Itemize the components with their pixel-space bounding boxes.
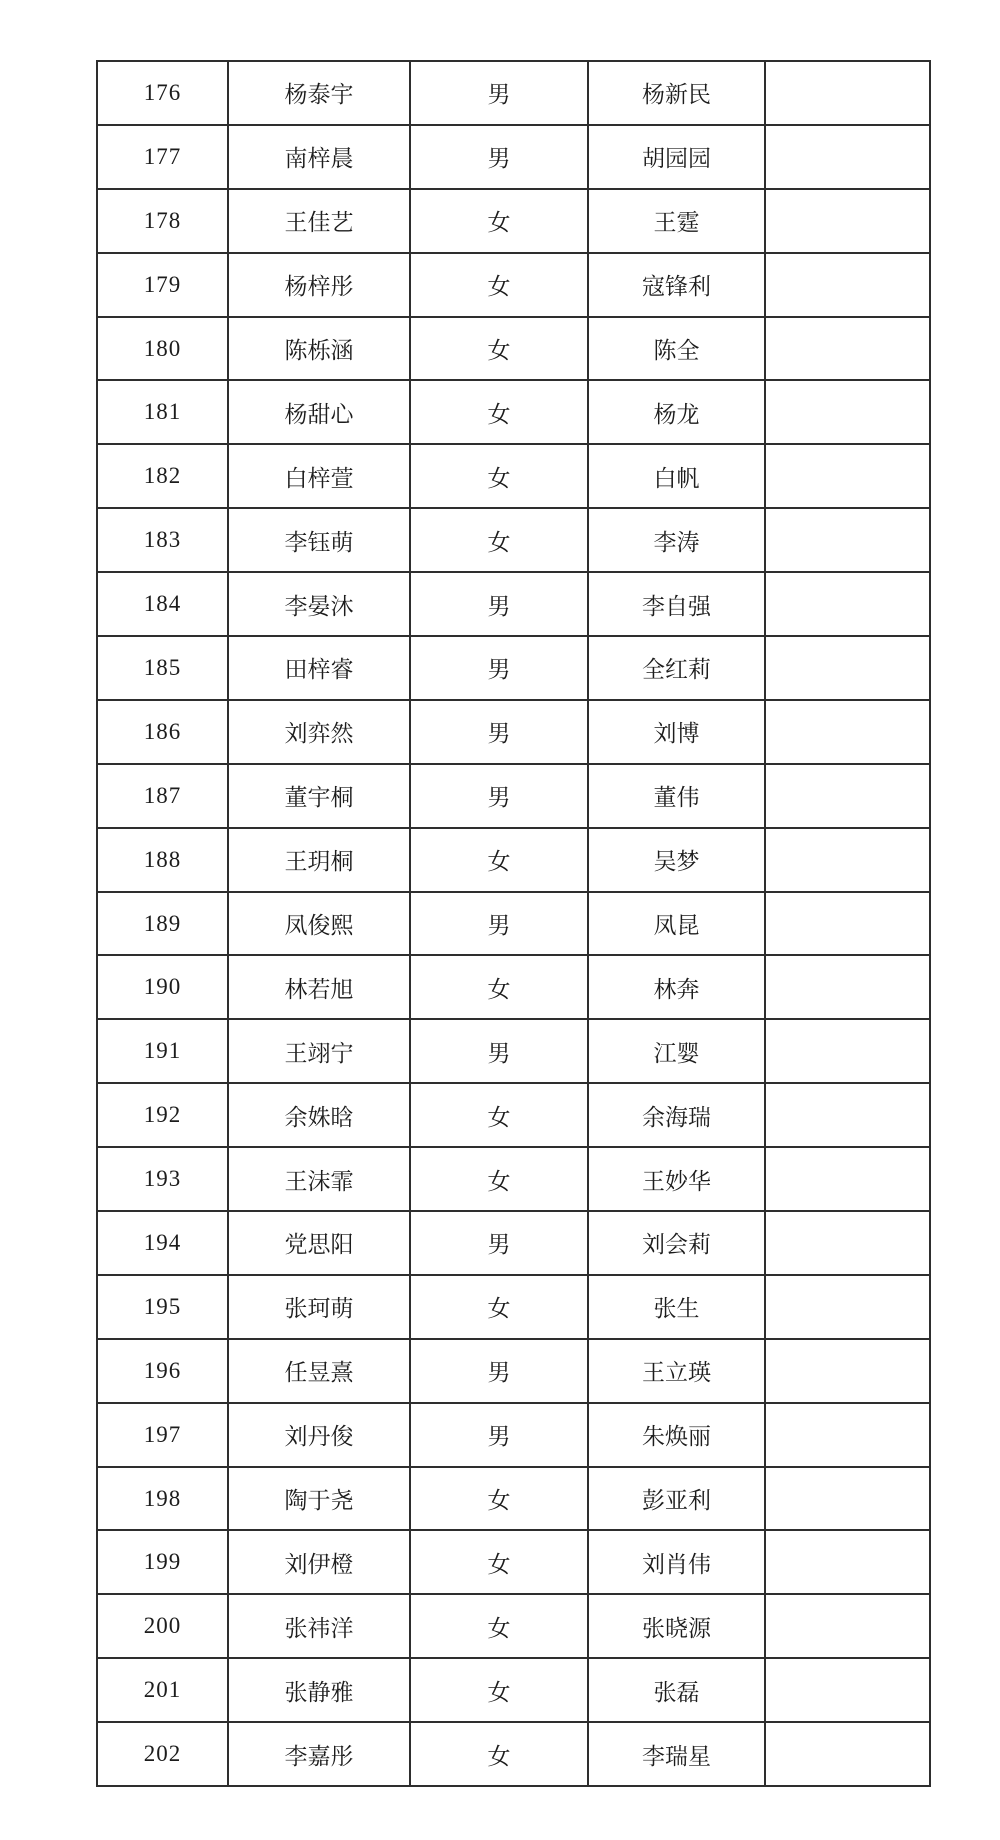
cell-gender: 男: [410, 892, 588, 956]
cell-guardian-name: 杨新民: [588, 61, 765, 125]
cell-gender: 男: [410, 125, 588, 189]
cell-guardian-name: 吴梦: [588, 828, 765, 892]
cell-gender: 男: [410, 636, 588, 700]
table-row: [97, 1403, 930, 1467]
cell-serial-number: 187: [97, 764, 228, 828]
cell-student-name: 白梓萱: [228, 444, 410, 508]
cell-blank: [765, 700, 930, 764]
cell-gender: 女: [410, 1658, 588, 1722]
cell-blank: [765, 1467, 930, 1531]
cell-student-name: 南梓晨: [228, 125, 410, 189]
cell-student-name: 杨梓彤: [228, 253, 410, 317]
cell-blank: [765, 1658, 930, 1722]
cell-serial-number: 197: [97, 1403, 228, 1467]
table-row: [97, 1722, 930, 1786]
cell-serial-number: 183: [97, 508, 228, 572]
cell-serial-number: 189: [97, 892, 228, 956]
cell-student-name: 刘丹俊: [228, 1403, 410, 1467]
cell-guardian-name: 张生: [588, 1275, 765, 1339]
cell-serial-number: 190: [97, 955, 228, 1019]
cell-gender: 女: [410, 828, 588, 892]
cell-serial-number: 184: [97, 572, 228, 636]
cell-guardian-name: 凤昆: [588, 892, 765, 956]
cell-gender: 男: [410, 572, 588, 636]
table-row: [97, 636, 930, 700]
cell-blank: [765, 1530, 930, 1594]
cell-guardian-name: 余海瑞: [588, 1083, 765, 1147]
cell-serial-number: 191: [97, 1019, 228, 1083]
cell-student-name: 党思阳: [228, 1211, 410, 1275]
cell-student-name: 田梓睿: [228, 636, 410, 700]
cell-guardian-name: 董伟: [588, 764, 765, 828]
cell-gender: 男: [410, 1211, 588, 1275]
cell-gender: 男: [410, 1019, 588, 1083]
cell-guardian-name: 李自强: [588, 572, 765, 636]
cell-guardian-name: 彭亚利: [588, 1467, 765, 1531]
cell-blank: [765, 1594, 930, 1658]
table-row: [97, 955, 930, 1019]
cell-gender: 女: [410, 1083, 588, 1147]
cell-student-name: 刘弈然: [228, 700, 410, 764]
cell-gender: 男: [410, 700, 588, 764]
cell-guardian-name: 李涛: [588, 508, 765, 572]
cell-guardian-name: 胡园园: [588, 125, 765, 189]
cell-student-name: 李钰萌: [228, 508, 410, 572]
cell-gender: 女: [410, 380, 588, 444]
cell-guardian-name: 朱焕丽: [588, 1403, 765, 1467]
cell-student-name: 陈栎涵: [228, 317, 410, 381]
cell-blank: [765, 317, 930, 381]
cell-student-name: 林若旭: [228, 955, 410, 1019]
table-row: [97, 700, 930, 764]
table-row: [97, 380, 930, 444]
table-row: [97, 892, 930, 956]
cell-blank: [765, 828, 930, 892]
cell-blank: [765, 61, 930, 125]
cell-gender: 男: [410, 61, 588, 125]
cell-student-name: 董宇桐: [228, 764, 410, 828]
cell-guardian-name: 全红莉: [588, 636, 765, 700]
cell-student-name: 余姝晗: [228, 1083, 410, 1147]
cell-student-name: 王翊宁: [228, 1019, 410, 1083]
table-row: [97, 828, 930, 892]
roster-table: [96, 60, 931, 1787]
cell-blank: [765, 636, 930, 700]
table-row: [97, 444, 930, 508]
cell-student-name: 刘伊橙: [228, 1530, 410, 1594]
cell-student-name: 张静雅: [228, 1658, 410, 1722]
cell-blank: [765, 572, 930, 636]
cell-gender: 女: [410, 444, 588, 508]
cell-guardian-name: 张磊: [588, 1658, 765, 1722]
cell-guardian-name: 陈全: [588, 317, 765, 381]
cell-blank: [765, 1403, 930, 1467]
cell-gender: 男: [410, 1339, 588, 1403]
cell-guardian-name: 李瑞星: [588, 1722, 765, 1786]
table-row: [97, 1594, 930, 1658]
table-row: [97, 317, 930, 381]
cell-blank: [765, 125, 930, 189]
cell-guardian-name: 江婴: [588, 1019, 765, 1083]
cell-gender: 女: [410, 1594, 588, 1658]
cell-serial-number: 179: [97, 253, 228, 317]
cell-serial-number: 195: [97, 1275, 228, 1339]
table-row: [97, 1658, 930, 1722]
cell-student-name: 李嘉彤: [228, 1722, 410, 1786]
table-row: [97, 253, 930, 317]
cell-student-name: 张祎洋: [228, 1594, 410, 1658]
cell-guardian-name: 刘会莉: [588, 1211, 765, 1275]
cell-student-name: 陶于尧: [228, 1467, 410, 1531]
cell-serial-number: 181: [97, 380, 228, 444]
cell-serial-number: 185: [97, 636, 228, 700]
cell-student-name: 张珂萌: [228, 1275, 410, 1339]
cell-guardian-name: 林奔: [588, 955, 765, 1019]
cell-gender: 女: [410, 955, 588, 1019]
cell-blank: [765, 380, 930, 444]
cell-guardian-name: 刘肖伟: [588, 1530, 765, 1594]
cell-blank: [765, 955, 930, 1019]
cell-serial-number: 193: [97, 1147, 228, 1211]
cell-gender: 女: [410, 317, 588, 381]
table-row: [97, 1211, 930, 1275]
cell-serial-number: 194: [97, 1211, 228, 1275]
cell-blank: [765, 444, 930, 508]
cell-blank: [765, 189, 930, 253]
cell-serial-number: 200: [97, 1594, 228, 1658]
cell-blank: [765, 1211, 930, 1275]
cell-student-name: 任昱熹: [228, 1339, 410, 1403]
cell-gender: 男: [410, 764, 588, 828]
cell-student-name: 凤俊熙: [228, 892, 410, 956]
cell-gender: 女: [410, 189, 588, 253]
cell-student-name: 杨甜心: [228, 380, 410, 444]
cell-guardian-name: 寇锋利: [588, 253, 765, 317]
cell-guardian-name: 王妙华: [588, 1147, 765, 1211]
cell-guardian-name: 杨龙: [588, 380, 765, 444]
cell-blank: [765, 892, 930, 956]
table-row: [97, 1083, 930, 1147]
table-row: [97, 1275, 930, 1339]
cell-student-name: 王玥桐: [228, 828, 410, 892]
table-row: [97, 1467, 930, 1531]
cell-serial-number: 202: [97, 1722, 228, 1786]
cell-blank: [765, 253, 930, 317]
roster-table-body: [97, 61, 930, 1786]
cell-guardian-name: 张晓源: [588, 1594, 765, 1658]
cell-guardian-name: 王立瑛: [588, 1339, 765, 1403]
table-row: [97, 508, 930, 572]
cell-student-name: 王沫霏: [228, 1147, 410, 1211]
table-row: [97, 189, 930, 253]
cell-blank: [765, 1147, 930, 1211]
cell-serial-number: 192: [97, 1083, 228, 1147]
cell-serial-number: 199: [97, 1530, 228, 1594]
cell-gender: 女: [410, 508, 588, 572]
table-row: [97, 1019, 930, 1083]
cell-serial-number: 180: [97, 317, 228, 381]
table-row: [97, 1147, 930, 1211]
cell-gender: 女: [410, 1147, 588, 1211]
cell-serial-number: 198: [97, 1467, 228, 1531]
cell-blank: [765, 1339, 930, 1403]
cell-gender: 男: [410, 1403, 588, 1467]
cell-student-name: 李晏沐: [228, 572, 410, 636]
table-row: [97, 125, 930, 189]
table-row: [97, 1530, 930, 1594]
table-row: [97, 61, 930, 125]
cell-student-name: 王佳艺: [228, 189, 410, 253]
cell-gender: 女: [410, 1722, 588, 1786]
cell-gender: 女: [410, 1467, 588, 1531]
cell-gender: 女: [410, 1275, 588, 1339]
cell-blank: [765, 508, 930, 572]
cell-serial-number: 178: [97, 189, 228, 253]
table-row: [97, 1339, 930, 1403]
cell-gender: 女: [410, 1530, 588, 1594]
cell-blank: [765, 1019, 930, 1083]
cell-guardian-name: 白帆: [588, 444, 765, 508]
cell-serial-number: 201: [97, 1658, 228, 1722]
cell-gender: 女: [410, 253, 588, 317]
cell-guardian-name: 王霆: [588, 189, 765, 253]
cell-student-name: 杨泰宇: [228, 61, 410, 125]
cell-guardian-name: 刘博: [588, 700, 765, 764]
cell-blank: [765, 1722, 930, 1786]
cell-serial-number: 176: [97, 61, 228, 125]
table-row: [97, 572, 930, 636]
table-row: [97, 764, 930, 828]
cell-serial-number: 177: [97, 125, 228, 189]
cell-blank: [765, 1083, 930, 1147]
cell-serial-number: 182: [97, 444, 228, 508]
cell-serial-number: 188: [97, 828, 228, 892]
cell-blank: [765, 764, 930, 828]
cell-serial-number: 196: [97, 1339, 228, 1403]
cell-blank: [765, 1275, 930, 1339]
cell-serial-number: 186: [97, 700, 228, 764]
